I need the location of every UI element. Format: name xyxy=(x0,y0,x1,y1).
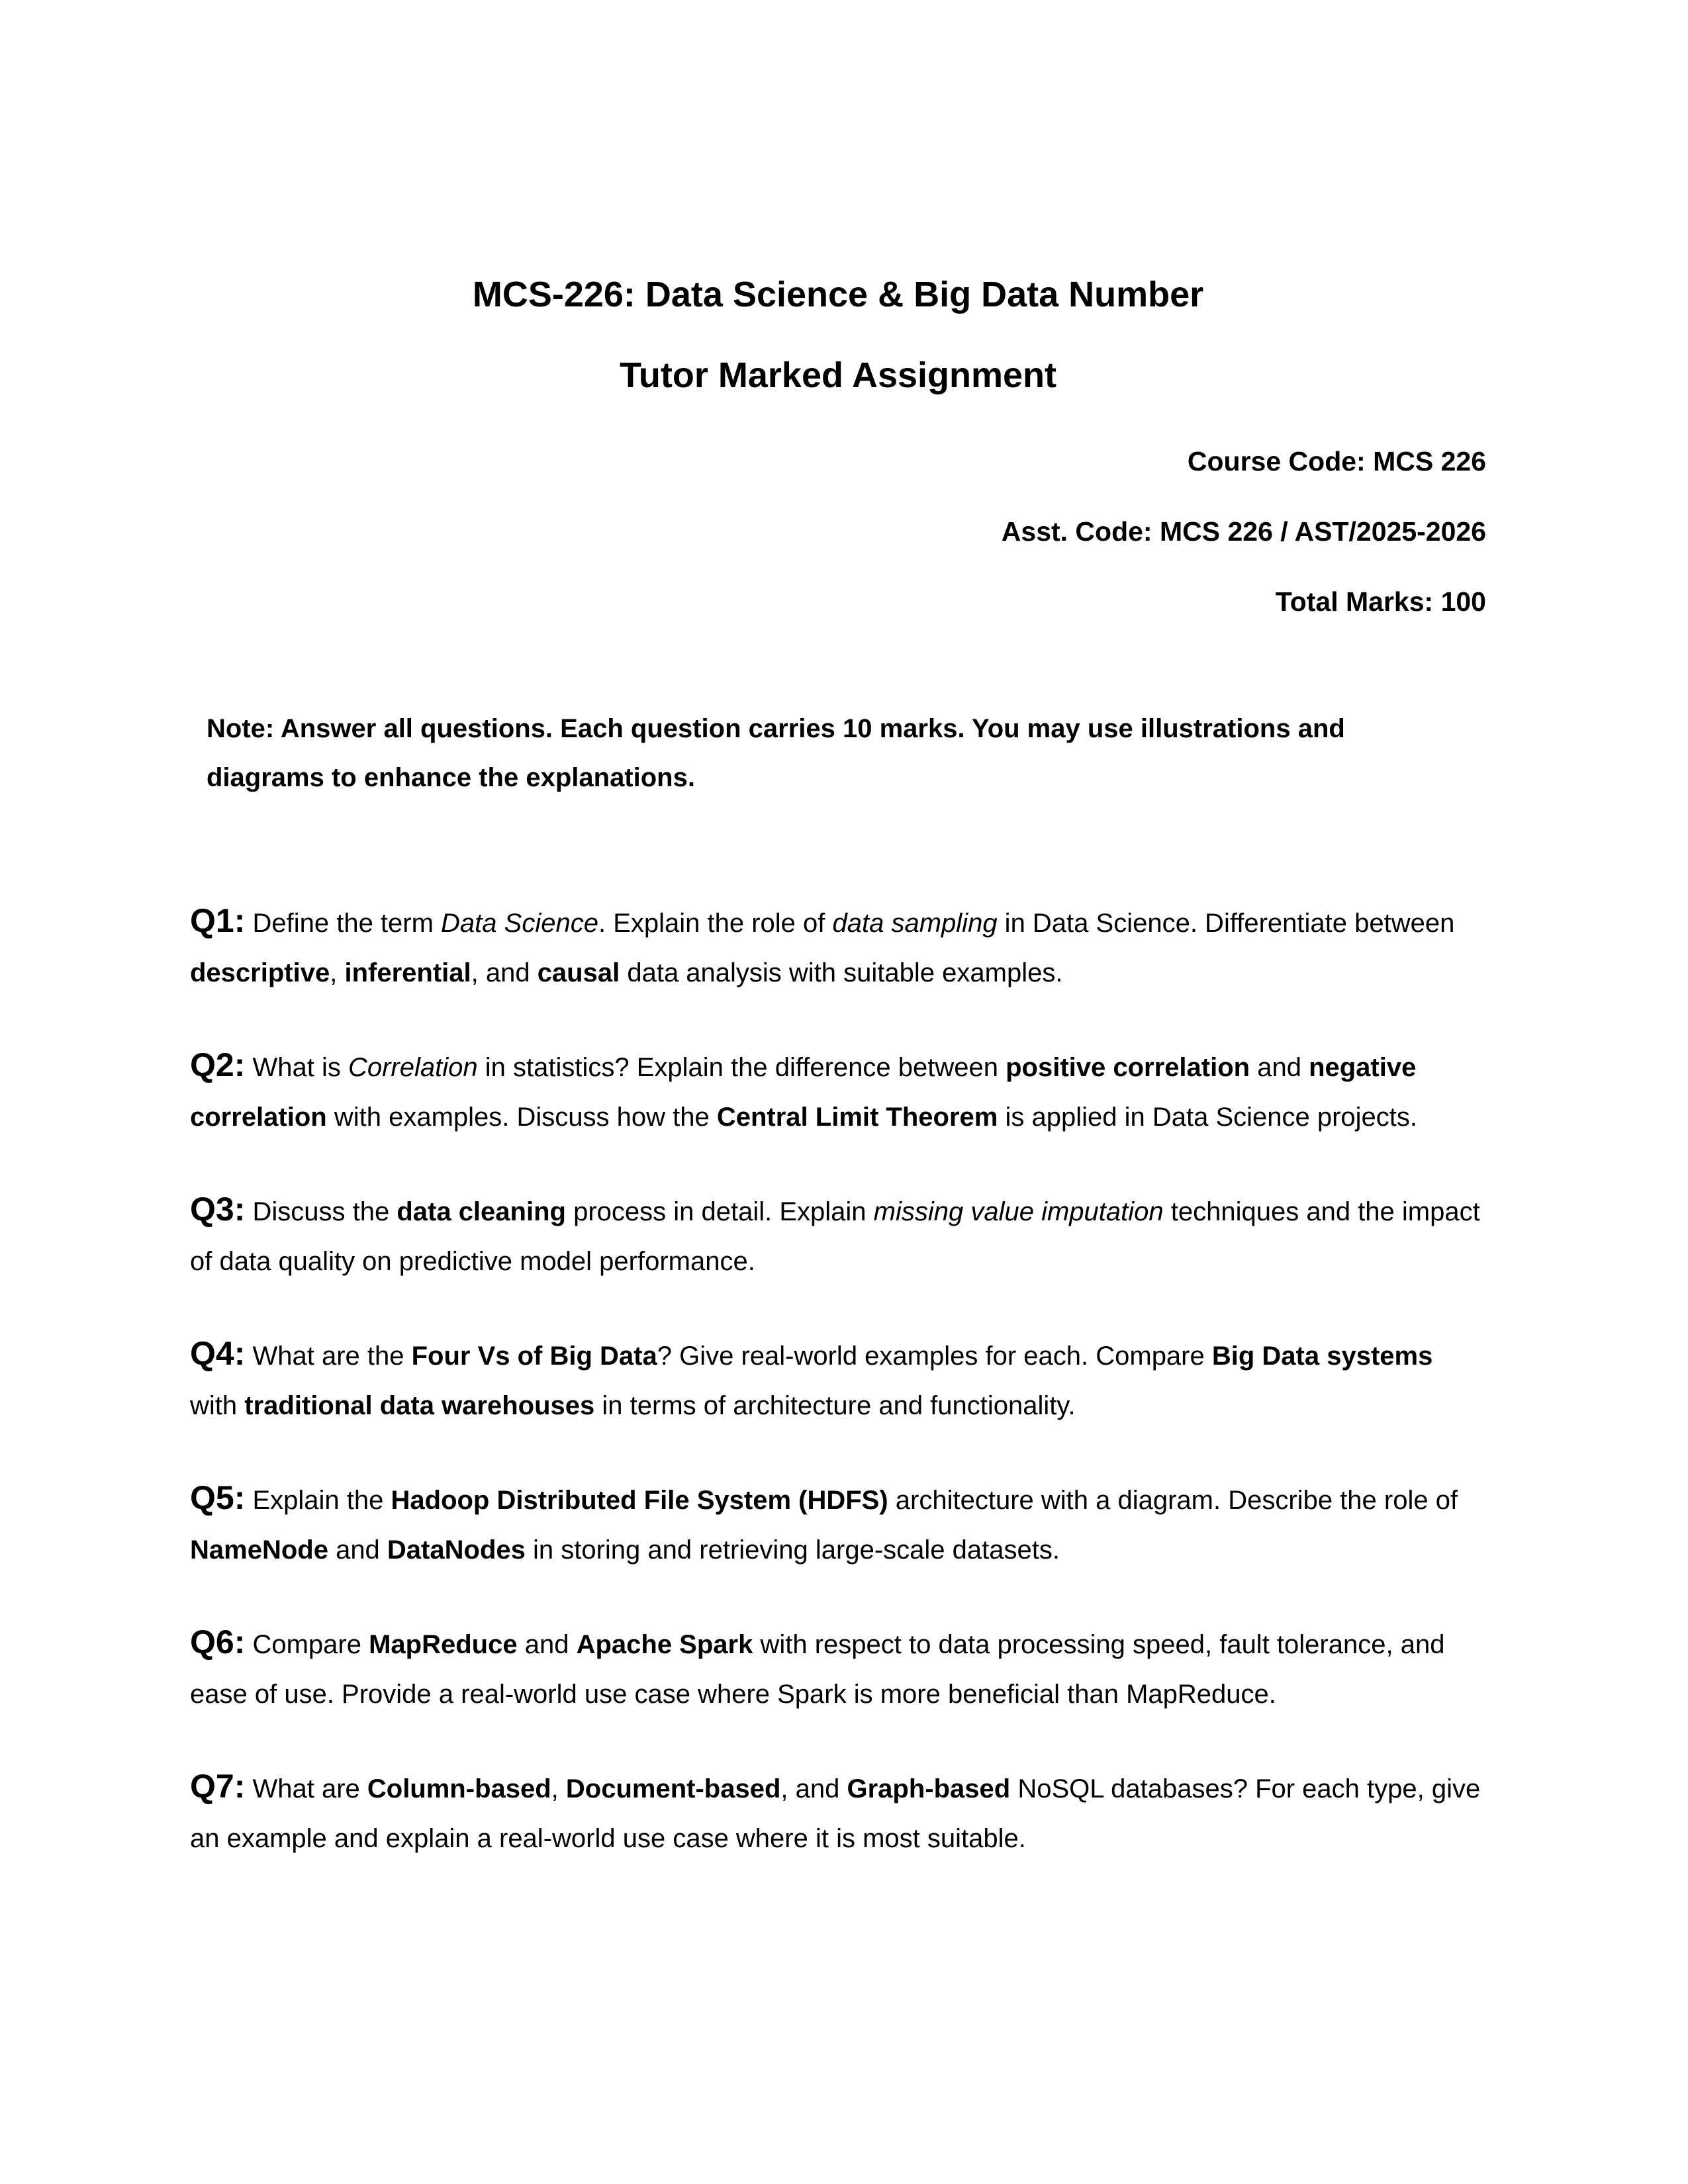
question-paragraph xyxy=(190,1185,1486,1287)
text-run: data sampling xyxy=(832,909,998,938)
text-run: NoSQL databases? For each type, give an example and explain a real-world use case where it is most suitable. xyxy=(190,1774,1481,1853)
text-run: Hadoop Distributed File System (HDFS) xyxy=(391,1486,888,1515)
text-run: , xyxy=(330,958,345,987)
text-run: Apache Spark xyxy=(576,1630,753,1659)
question-label: Q4: xyxy=(190,1335,246,1372)
text-run: Graph-based xyxy=(847,1774,1011,1803)
text-run: Data Science xyxy=(441,909,598,938)
text-run: in storing and retrieving large-scale datasets. xyxy=(525,1535,1060,1565)
text-run: , and xyxy=(780,1774,847,1803)
text-run: traditional data warehouses xyxy=(244,1391,595,1420)
text-run: positive correlation xyxy=(1006,1053,1250,1082)
document-subtitle: Tutor Marked Assignment xyxy=(619,355,1057,395)
text-run: , and xyxy=(471,958,538,987)
questions-list xyxy=(190,896,1486,1864)
text-run: is applied in Data Science projects. xyxy=(998,1103,1418,1132)
question-label: Q7: xyxy=(190,1768,246,1805)
text-run: Document-based xyxy=(565,1774,781,1803)
text-run: causal xyxy=(537,958,620,987)
text-run: What is xyxy=(245,1053,348,1082)
question-label: Q3: xyxy=(190,1191,246,1228)
total-marks-line: Total Marks: 100 xyxy=(1275,586,1486,617)
text-run: and xyxy=(328,1535,387,1565)
text-run: negative correlation xyxy=(190,1053,1417,1132)
text-run: MapReduce xyxy=(369,1630,518,1659)
text-run: NameNode xyxy=(190,1535,328,1565)
text-run: missing value imputation xyxy=(873,1197,1164,1226)
text-run: DataNodes xyxy=(387,1535,526,1565)
text-run: Note: Answer all questions. Each question carries 10 marks. You may use illustrations and diagrams to enhance the explanations. xyxy=(207,714,1345,792)
text-run: with xyxy=(190,1391,245,1420)
text-run: and xyxy=(517,1630,577,1659)
note-text xyxy=(207,704,1466,802)
text-run: Compare xyxy=(245,1630,369,1659)
course-meta-block xyxy=(190,445,1486,618)
question-label: Q5: xyxy=(190,1479,246,1516)
text-run: Big Data systems xyxy=(1211,1342,1433,1371)
question-paragraph xyxy=(190,896,1486,998)
question-paragraph xyxy=(190,1473,1486,1575)
question-label: Q1: xyxy=(190,902,246,939)
question-paragraph xyxy=(190,1329,1486,1431)
text-run: and xyxy=(1250,1053,1309,1082)
text-run: with examples. Discuss how the xyxy=(326,1103,717,1132)
text-run: ? Give real-world examples for each. Compare xyxy=(657,1342,1212,1371)
question-label: Q6: xyxy=(190,1623,246,1661)
text-run: Correlation xyxy=(348,1053,478,1082)
text-run: descriptive xyxy=(190,958,330,987)
text-run: Explain the xyxy=(245,1486,391,1515)
document-title: MCS-226: Data Science & Big Data Number xyxy=(472,275,1204,314)
question-label: Q2: xyxy=(190,1046,246,1083)
text-run: Define the term xyxy=(245,909,442,938)
text-run: What are xyxy=(245,1774,367,1803)
text-run: . Explain the role of xyxy=(598,909,833,938)
text-run: in terms of architecture and functionality. xyxy=(594,1391,1076,1420)
question-paragraph xyxy=(190,1040,1486,1142)
text-run: Discuss the xyxy=(245,1197,397,1226)
course-code-line: Course Code: MCS 226 xyxy=(1187,446,1486,477)
text-run: in statistics? Explain the difference between xyxy=(477,1053,1006,1082)
text-run: , xyxy=(551,1774,566,1803)
text-run: data analysis with suitable examples. xyxy=(620,958,1063,987)
text-run: Four Vs of Big Data xyxy=(411,1342,657,1371)
text-run: data cleaning xyxy=(397,1197,566,1226)
text-run: Column-based xyxy=(367,1774,551,1803)
assignment-code-line: Asst. Code: MCS 226 / AST/2025-2026 xyxy=(1001,516,1486,547)
text-run: with respect to data processing speed, fault tolerance, and ease of use. Provide a real-world use case where Spark is more beneficial than MapReduce. xyxy=(190,1630,1445,1709)
text-run: process in detail. Explain xyxy=(565,1197,874,1226)
question-paragraph xyxy=(190,1617,1486,1719)
text-run: Central Limit Theorem xyxy=(716,1103,998,1132)
text-run: architecture with a diagram. Describe the role of xyxy=(888,1486,1458,1515)
text-run: techniques and the impact of data quality on predictive model performance. xyxy=(190,1197,1480,1276)
question-paragraph xyxy=(190,1762,1486,1864)
text-run: in Data Science. Differentiate between xyxy=(997,909,1455,938)
text-run: inferential xyxy=(344,958,471,987)
text-run: What are the xyxy=(245,1342,412,1371)
